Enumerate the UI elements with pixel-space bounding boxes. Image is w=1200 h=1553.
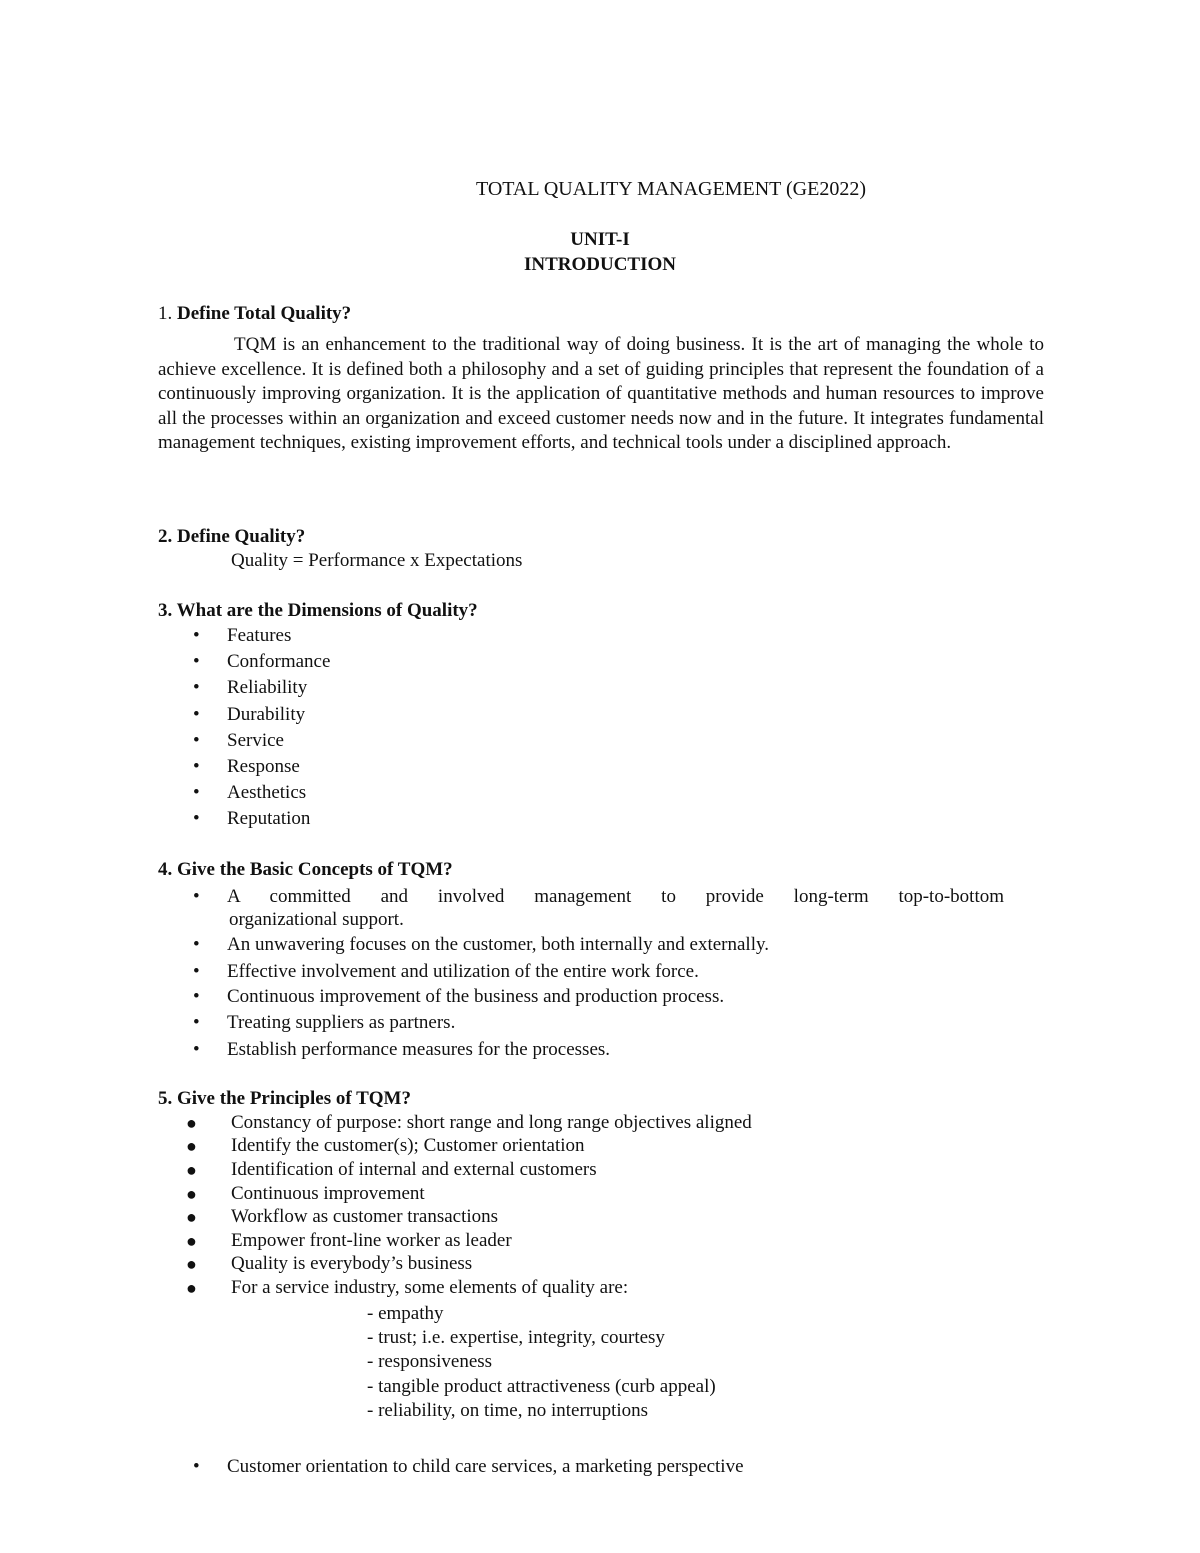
bullet-icon: • [193, 1456, 200, 1477]
bullet-icon: • [193, 986, 200, 1007]
question-4-heading: 4. Give the Basic Concepts of TQM? [158, 859, 453, 880]
dimension-item: Service [227, 730, 284, 751]
concept-item: An unwavering focuses on the customer, both internally and externally. [227, 934, 769, 955]
dimension-item: Reliability [227, 677, 308, 698]
bullet-icon: • [193, 1039, 200, 1060]
concept-item-line-1: A committed and involved management to provide long-term top-to-bottom [227, 886, 1004, 907]
bullet-icon: • [193, 934, 200, 955]
document-title: TOTAL QUALITY MANAGEMENT (GE2022) [475, 178, 866, 200]
dimension-item: Features [227, 625, 292, 646]
principle-item: Constancy of purpose: short range and long range objectives aligned [231, 1112, 752, 1133]
unit-title: INTRODUCTION [523, 254, 677, 275]
service-element: - reliability, on time, no interruptions [367, 1400, 649, 1421]
principle-last-item: Customer orientation to child care services, a marketing perspective [227, 1456, 744, 1477]
dimension-item: Response [227, 756, 300, 777]
question-1-text: Define Total Quality? [177, 303, 352, 324]
question-1-number: 1. [158, 303, 173, 324]
principle-item: Identification of internal and external customers [231, 1159, 597, 1180]
bullet-icon: ● [186, 1160, 197, 1180]
question-1-answer: TQM is an enhancement to the traditional way of doing business. It is the art of managing the whole to achieve excellence. It is defined both a philosophy and a set of guiding principles that represent the foundation of a continuously improving organization. It is the application of quantitative methods and human resources to improve all the processes within an organization and exceed customer needs now and in the future. It integrates fundamental management techniques, existing improvement efforts, and technical tools under a disciplined approach. [158, 334, 1044, 454]
service-element: - empathy [367, 1303, 444, 1324]
principle-item: Quality is everybody’s business [231, 1253, 473, 1274]
dimension-item: Durability [227, 704, 306, 725]
concept-item: Continuous improvement of the business and production process. [227, 986, 725, 1007]
bullet-icon: ● [186, 1136, 197, 1156]
bullet-icon: • [193, 730, 200, 751]
service-element: - tangible product attractiveness (curb appeal) [367, 1376, 716, 1397]
concept-item: Treating suppliers as partners. [227, 1012, 456, 1033]
bullet-icon: ● [186, 1278, 197, 1298]
bullet-icon: ● [186, 1207, 197, 1227]
bullet-icon: • [193, 961, 200, 982]
bullet-icon: • [193, 756, 200, 777]
bullet-icon: • [193, 704, 200, 725]
concept-item: Establish performance measures for the processes. [227, 1039, 611, 1060]
principle-item: Empower front-line worker as leader [231, 1230, 512, 1251]
question-2-answer: Quality = Performance x Expectations [231, 550, 523, 571]
principle-item: For a service industry, some elements of quality are: [231, 1277, 629, 1298]
bullet-icon: ● [186, 1184, 197, 1204]
concept-item-line-2: organizational support. [229, 909, 404, 930]
bullet-icon: ● [186, 1254, 197, 1274]
dimension-item: Aesthetics [227, 782, 307, 803]
concept-item: Effective involvement and utilization of the entire work force. [227, 961, 699, 982]
dimension-item: Reputation [227, 808, 311, 829]
question-2-heading: 2. Define Quality? [158, 526, 306, 547]
principle-item: Workflow as customer transactions [231, 1206, 499, 1227]
bullet-icon: • [193, 1012, 200, 1033]
service-element: - trust; i.e. expertise, integrity, courtesy [367, 1327, 665, 1348]
dimension-item: Conformance [227, 651, 331, 672]
bullet-icon: • [193, 651, 200, 672]
bullet-icon: • [193, 886, 200, 907]
service-element: - responsiveness [367, 1351, 493, 1372]
bullet-icon: ● [186, 1113, 197, 1133]
principle-item: Continuous improvement [231, 1183, 425, 1204]
principle-item: Identify the customer(s); Customer orientation [231, 1135, 585, 1156]
question-3-heading: 3. What are the Dimensions of Quality? [158, 600, 478, 621]
question-1-heading [158, 302, 351, 326]
bullet-icon: • [193, 677, 200, 698]
bullet-icon: • [193, 808, 200, 829]
bullet-icon: • [193, 782, 200, 803]
bullet-icon: ● [186, 1231, 197, 1251]
bullet-icon: • [193, 625, 200, 646]
unit-label: UNIT-I [570, 229, 630, 250]
question-5-heading: 5. Give the Principles of TQM? [158, 1088, 411, 1109]
